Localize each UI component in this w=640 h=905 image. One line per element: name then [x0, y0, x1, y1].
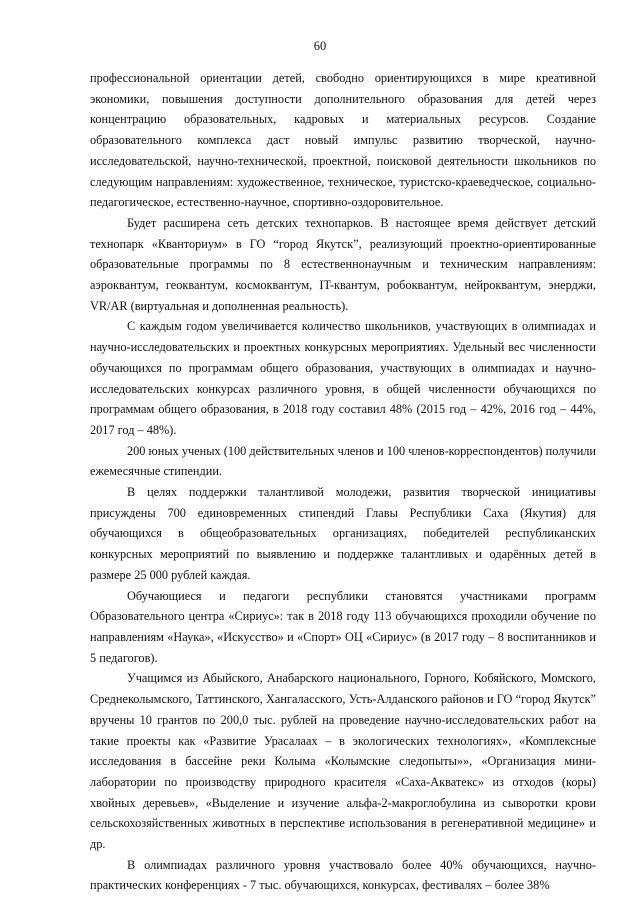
page-number: 60: [313, 39, 327, 53]
paragraph: С каждым годом увеличивается количество школьников, участвующих в олимпиадах и научно-исследовательских и проектных конкурсных мероприятиях. Удельный вес численности обучающихся по программам общего образования, участвующих в олимпиадах и научно-исследовательских конкурсах различного уровня, в общей численности обучающихся по программам общего образования, в 2018 году составил 48% (2015 год – 42%, 2016 год – 44%, 2017 год – 48%).: [90, 319, 596, 437]
paragraph: Учащимся из Абыйского, Анабарского национального, Горного, Кобяйского, Момского, Среднеколымского, Таттинского, Хангаласского, Усть-Алданского районов и ГО “город Якутск” вручены 10 грантов по 200,0 тыс. рублей на проведение научно-исследовательских работ на такие проекты как «Развитие Урасалаах – в экологических технологиях», «Комплексные исследования в бассейне реки Колыма «Колымские следопыты»», «Организация мини-лаборатории по производству природного красителя «Саха-Акватекс» из отходов (коры) хвойных деревьев», «Выделение и изучение альфа-2-макроглобулина из сыворотки крови сельскохозяйственных животных в перспективе использования в регенеративной медицине» и др.: [90, 671, 596, 852]
paragraph: профессиональной ориентации детей, свободно ориентирующихся в мире креативной экономики, повышения доступности дополнительного образования для детей через концентрацию образовательных, кадровых и материальных ресурсов. Создание образовательного комплекса даст новый импульс развитию творческой, научно-исследовательской, научно-технической, проектной, поисковой деятельности школьников по следующим направлениям: художественное, техническое, туристско-краеведческое, социально-педагогическое, естественно-научное, спортивно-оздоровительное.: [90, 71, 596, 210]
paragraph: В целях поддержки талантливой молодежи, развития творческой инициативы присуждены 700 единовременных стипендий Главы Республики Саха (Якутия) для обучающихся в общеобразовательных организациях, победителей республиканских конкурсных мероприятий по выявлению и поддержке талантливых и одарённых детей в размере 25 000 рублей каждая.: [90, 485, 596, 582]
paragraph: 200 юных ученых (100 действительных членов и 100 членов-корреспондентов) получили ежемесячные стипендии.: [90, 443, 596, 479]
paragraph: В олимпиадах различного уровня участвовало более 40% обучающихся, научно-практических конференциях - 7 тыс. обучающихся, конкурсах, фестивалях – более 38%: [90, 857, 596, 893]
paragraph: Обучающиеся и педагоги республики становятся участниками программ Образовательного центра «Сириус»: так в 2018 году 113 обучающихся проходили обучение по направлениям «Наука», «Искусство» и «Спорт» ОЦ «Сириус» (в 2017 году – 8 воспитанников и 5 педагогов).: [90, 588, 596, 665]
paragraph: Будет расширена сеть детских технопарков. В настоящее время действует детский технопарк «Кванториум» в ГО “город Якутск”, реализующий проектно-ориентированные образовательные программы по 8 естественнонаучным и техническим направлениям: аэроквантум, геоквантум, космоквантум, IT-квантум, робоквантум, нейроквантум, энерджи, VR/AR (виртуальная и дополненная реальность).: [90, 215, 596, 313]
body-text: [90, 68, 596, 896]
